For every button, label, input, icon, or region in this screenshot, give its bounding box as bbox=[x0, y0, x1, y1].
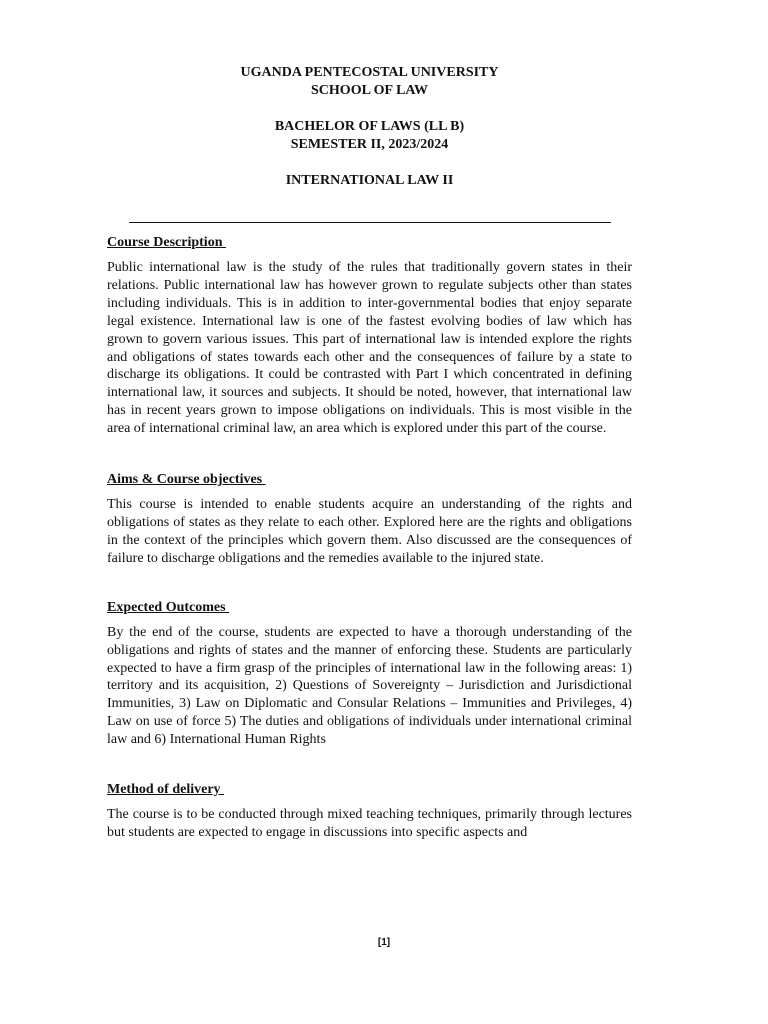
document-page bbox=[107, 64, 632, 842]
section-heading: Method of delivery bbox=[107, 782, 225, 798]
header-divider bbox=[129, 222, 611, 223]
semester-label: SEMESTER II, 2023/2024 bbox=[290, 137, 449, 152]
course-title: INTERNATIONAL LAW II bbox=[285, 173, 454, 188]
section-body: By the end of the course, students are expected to have a thorough understanding of the obligations and rights of states and the manner of enforcing these. Students are particularly expected to have a firm grasp of the principles of international law in the following areas: 1) territory and its acquisition, 2) Questions of Sovereignty – Jurisdiction and Jurisdictional Immunities, 3) Law on Diplomatic and Consular Relations – Immunities and Privileges, 4) Law on use of force 5) The duties and obligations of individuals under international criminal law and 6) International Human Rights bbox=[107, 624, 632, 748]
section-body: The course is to be conducted through mixed teaching techniques, primarily through lectures but students are expected to engage in discussions into specific aspects and bbox=[107, 807, 632, 840]
section-body: Public international law is the study of the rules that traditionally govern states in their relations. Public international law has however grown to regulate subjects other than states including individuals. This is in addition to inter-governmental bodies that enjoy separate legal existence. International law is one of the fastest evolving bodies of law which has grown to govern various issues. This part of international law is intended explore the rights and obligations of states towards each other and the consequences of failure by a state to discharge its obligations. It could be contrasted with Part I which concentrated in defining international law, it sources and subjects. It should be noted, however, that international law has in recent years grown to impose obligations on individuals. This is most visible in the area of international criminal law, an area which is explored under this part of the course. bbox=[107, 260, 632, 437]
document-header bbox=[107, 64, 632, 190]
section-heading: Aims & Course objectives bbox=[107, 472, 266, 488]
section-heading: Course Description bbox=[107, 235, 226, 250]
programme-name: BACHELOR OF LAWS (LL B) bbox=[274, 119, 465, 134]
page-number: [1] bbox=[377, 937, 391, 948]
school-name: SCHOOL OF LAW bbox=[311, 83, 428, 98]
section-heading: Expected Outcomes bbox=[107, 599, 230, 615]
section-aims bbox=[107, 471, 632, 568]
section-course-description bbox=[107, 234, 632, 438]
section-body: This course is intended to enable students acquire an understanding of the rights and obligations of states as they relate to each other. Explored here are the rights and obligations in the context of the principles which govern them. Also discussed are the consequences of failure to discharge obligations and the remedies available to the injured state. bbox=[107, 497, 632, 566]
section-expected-outcomes bbox=[107, 599, 632, 749]
section-method-of-delivery bbox=[107, 781, 632, 842]
university-name: UGANDA PENTECOSTAL UNIVERSITY bbox=[240, 65, 499, 80]
